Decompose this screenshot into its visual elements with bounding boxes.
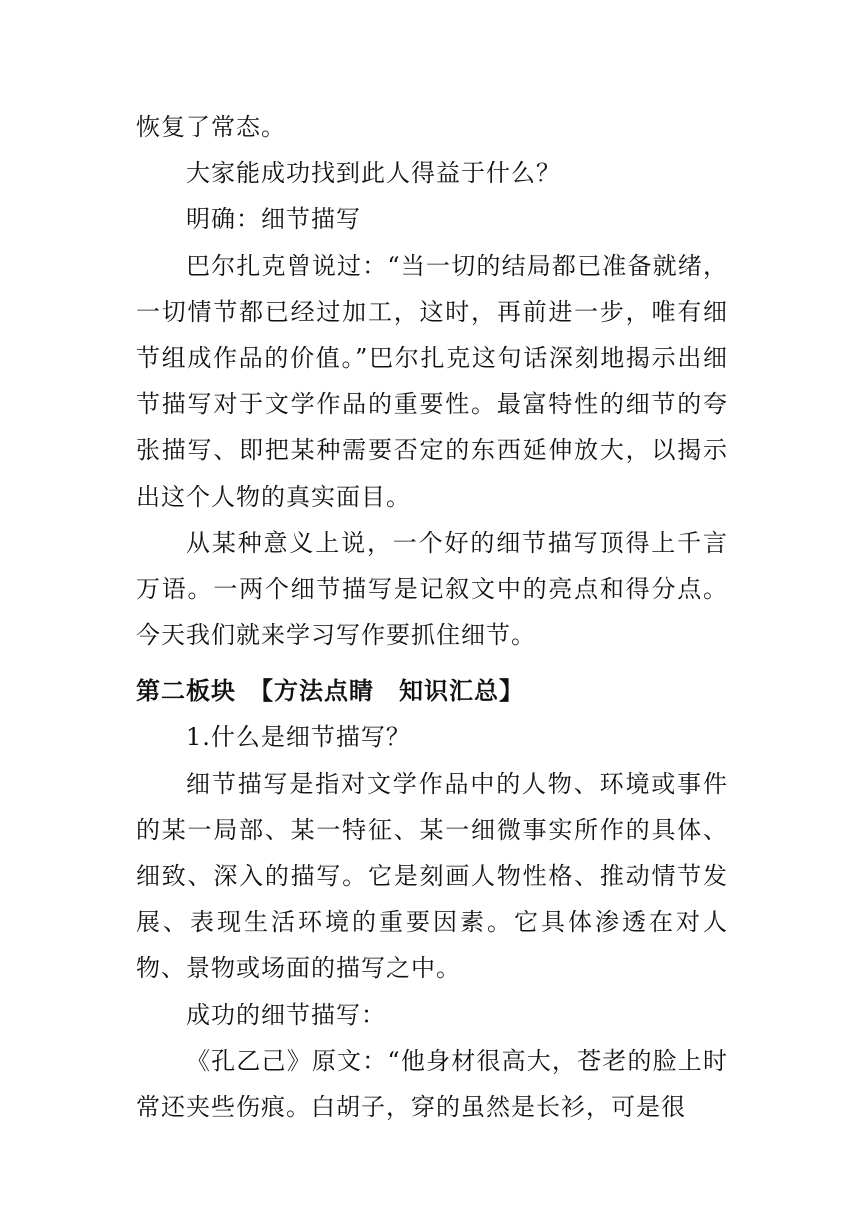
document-page bbox=[136, 104, 728, 1130]
paragraph-question: 大家能成功找到此人得益于什么？ bbox=[186, 159, 561, 188]
paragraph-significance: 从某种意义上说，一个好的细节描写顶得上千言万语。一两个细节描写是记叙文中的亮点和得分点。今天我们就来学习写作要抓住细节。 bbox=[136, 528, 728, 650]
paragraph-kongyiji-quote: 《孔乙己》原文：“他身材很高大，苍老的脸上时常还夹些伤痕。白胡子，穿的虽然是长衫，可是很 bbox=[136, 1046, 728, 1122]
paragraph-answer: 明确：细节描写 bbox=[186, 205, 361, 234]
paragraph-success-label: 成功的细节描写： bbox=[186, 1000, 386, 1029]
paragraph-definition: 细节描写是指对文学作品中的人物、环境或事件的某一局部、某一特征、某一细微事实所作的具体、细致、深入的描写。它是刻画人物性格、推动情节发展、表现生活环境的重要因素。它具体渗透在对人物、景物或场面的描写之中。 bbox=[136, 769, 728, 983]
section-heading: 第二板块 【方法点睛 知识汇总】 bbox=[136, 677, 524, 706]
paragraph-continuation: 恢复了常态。 bbox=[136, 113, 286, 141]
paragraph-numbered-question: 1.什么是细节描写？ bbox=[186, 723, 411, 752]
paragraph-balzac-quote: 巴尔扎克曾说过：“当一切的结局都已准备就绪，一切情节都已经过加工，这时，再前进一步，唯有细节组成作品的价值。”巴尔扎克这句话深刻地揭示出细节描写对于文学作品的重要性。最富特性的细节的夸张描写、即把某种需要否定的东西延伸放大，以揭示出这个人物的真实面目。 bbox=[136, 251, 728, 511]
